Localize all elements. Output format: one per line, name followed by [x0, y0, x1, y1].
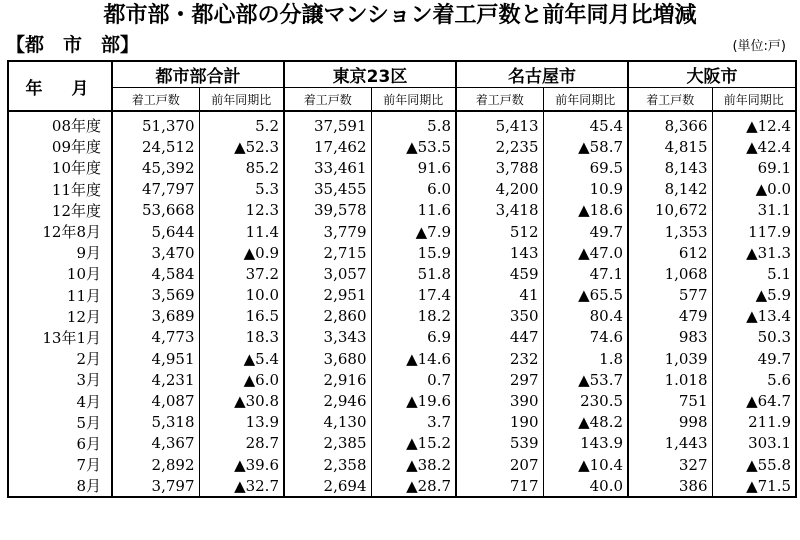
- period-cell: 09年度: [8, 136, 112, 157]
- units-started-cell: 3,470: [112, 242, 199, 263]
- units-started-cell: 24,512: [112, 136, 199, 157]
- yoy-change-header: 前年同期比: [199, 88, 284, 112]
- units-started-cell: 5,318: [112, 412, 199, 433]
- region-header: 大阪市: [628, 61, 796, 88]
- yoy-change-cell: ▲10.4: [543, 454, 628, 475]
- yoy-change-cell: 85.2: [199, 157, 284, 178]
- units-started-cell: 998: [628, 412, 712, 433]
- table-row: [8, 390, 796, 411]
- units-started-cell: 1,039: [628, 348, 712, 369]
- yoy-change-cell: ▲65.5: [543, 285, 628, 306]
- yoy-change-cell: 15.9: [371, 242, 456, 263]
- yoy-change-cell: 6.9: [371, 327, 456, 348]
- yoy-change-cell: 10.9: [543, 179, 628, 200]
- period-cell: 8月: [8, 475, 112, 497]
- units-started-cell: 1,443: [628, 433, 712, 454]
- units-started-cell: 4,087: [112, 390, 199, 411]
- yoy-change-cell: 80.4: [543, 306, 628, 327]
- units-started-cell: 2,694: [284, 475, 371, 497]
- yoy-change-cell: 5.2: [199, 111, 284, 136]
- units-started-cell: 3,689: [112, 306, 199, 327]
- units-started-cell: 327: [628, 454, 712, 475]
- yoy-change-cell: ▲48.2: [543, 412, 628, 433]
- units-started-cell: 717: [456, 475, 543, 497]
- yoy-change-cell: ▲13.4: [712, 306, 796, 327]
- yoy-change-cell: 69.5: [543, 157, 628, 178]
- period-cell: 11年度: [8, 179, 112, 200]
- units-started-cell: 37,591: [284, 111, 371, 136]
- yoy-change-header: 前年同期比: [543, 88, 628, 112]
- units-started-header: 着工戸数: [456, 88, 543, 112]
- period-cell: 08年度: [8, 111, 112, 136]
- units-started-cell: 35,455: [284, 179, 371, 200]
- yoy-change-cell: 11.4: [199, 221, 284, 242]
- units-started-header: 着工戸数: [628, 88, 712, 112]
- table-row: [8, 221, 796, 242]
- table-row: [8, 433, 796, 454]
- yoy-change-cell: 50.3: [712, 327, 796, 348]
- yoy-change-cell: 49.7: [712, 348, 796, 369]
- units-started-cell: 4,815: [628, 136, 712, 157]
- units-started-cell: 1,068: [628, 263, 712, 284]
- yoy-change-header: 前年同期比: [712, 88, 796, 112]
- period-cell: 11月: [8, 285, 112, 306]
- yoy-change-cell: ▲47.0: [543, 242, 628, 263]
- units-started-cell: 5,644: [112, 221, 199, 242]
- units-started-cell: 4,231: [112, 369, 199, 390]
- units-started-cell: 3,797: [112, 475, 199, 497]
- yoy-change-cell: ▲30.8: [199, 390, 284, 411]
- units-started-cell: 45,392: [112, 157, 199, 178]
- period-cell: 6月: [8, 433, 112, 454]
- yoy-change-cell: ▲58.7: [543, 136, 628, 157]
- period-cell: 3月: [8, 369, 112, 390]
- table-row: [8, 111, 796, 136]
- yoy-change-cell: 11.6: [371, 200, 456, 221]
- yoy-change-cell: ▲0.9: [199, 242, 284, 263]
- period-cell: 12年度: [8, 200, 112, 221]
- yoy-change-cell: 47.1: [543, 263, 628, 284]
- subheader-row: [8, 88, 796, 112]
- units-started-cell: 983: [628, 327, 712, 348]
- yoy-change-cell: 3.7: [371, 412, 456, 433]
- units-started-cell: 2,235: [456, 136, 543, 157]
- table-row: [8, 454, 796, 475]
- units-started-cell: 447: [456, 327, 543, 348]
- table-row: [8, 327, 796, 348]
- units-started-cell: 3,343: [284, 327, 371, 348]
- units-started-cell: 53,668: [112, 200, 199, 221]
- units-started-cell: 190: [456, 412, 543, 433]
- units-started-cell: 3,779: [284, 221, 371, 242]
- yoy-change-cell: 12.3: [199, 200, 284, 221]
- units-started-cell: 3,680: [284, 348, 371, 369]
- units-started-cell: 3,057: [284, 263, 371, 284]
- table-row: [8, 369, 796, 390]
- yoy-change-cell: ▲7.9: [371, 221, 456, 242]
- yoy-change-cell: 37.2: [199, 263, 284, 284]
- yoy-change-cell: ▲52.3: [199, 136, 284, 157]
- period-cell: 2月: [8, 348, 112, 369]
- yoy-change-cell: 51.8: [371, 263, 456, 284]
- yoy-change-cell: ▲5.4: [199, 348, 284, 369]
- period-cell: 13年1月: [8, 327, 112, 348]
- yoy-change-cell: 5.1: [712, 263, 796, 284]
- yoy-change-cell: 13.9: [199, 412, 284, 433]
- units-started-cell: 232: [456, 348, 543, 369]
- table-row: [8, 157, 796, 178]
- table-row: [8, 242, 796, 263]
- units-started-cell: 3,569: [112, 285, 199, 306]
- yoy-change-cell: 31.1: [712, 200, 796, 221]
- units-started-cell: 459: [456, 263, 543, 284]
- units-started-cell: 5,413: [456, 111, 543, 136]
- table-row: [8, 179, 796, 200]
- units-started-cell: 539: [456, 433, 543, 454]
- table-body: [8, 111, 796, 497]
- yoy-change-cell: 211.9: [712, 412, 796, 433]
- yoy-change-cell: 5.3: [199, 179, 284, 200]
- units-started-cell: 479: [628, 306, 712, 327]
- units-started-cell: 1.018: [628, 369, 712, 390]
- yoy-change-cell: 18.3: [199, 327, 284, 348]
- units-started-cell: 39,578: [284, 200, 371, 221]
- units-started-cell: 4,367: [112, 433, 199, 454]
- units-started-cell: 612: [628, 242, 712, 263]
- yoy-change-cell: ▲14.6: [371, 348, 456, 369]
- yoy-change-cell: 117.9: [712, 221, 796, 242]
- yoy-change-cell: 49.7: [543, 221, 628, 242]
- period-cell: 10月: [8, 263, 112, 284]
- period-cell: 9月: [8, 242, 112, 263]
- yoy-change-cell: ▲39.6: [199, 454, 284, 475]
- units-started-cell: 350: [456, 306, 543, 327]
- unit-label: (単位:戸): [732, 39, 786, 54]
- table-row: [8, 412, 796, 433]
- yoy-change-cell: ▲19.6: [371, 390, 456, 411]
- yoy-change-cell: 91.6: [371, 157, 456, 178]
- units-started-cell: 8,142: [628, 179, 712, 200]
- units-started-cell: 143: [456, 242, 543, 263]
- region-header: 都市部合計: [112, 61, 284, 88]
- yoy-change-cell: ▲32.7: [199, 475, 284, 497]
- units-started-cell: 10,672: [628, 200, 712, 221]
- units-started-cell: 8,366: [628, 111, 712, 136]
- units-started-cell: 2,385: [284, 433, 371, 454]
- yoy-change-cell: ▲53.7: [543, 369, 628, 390]
- units-started-cell: 41: [456, 285, 543, 306]
- table-row: [8, 263, 796, 284]
- yoy-change-cell: ▲55.8: [712, 454, 796, 475]
- yoy-change-cell: 69.1: [712, 157, 796, 178]
- yoy-change-cell: 5.6: [712, 369, 796, 390]
- table-row: [8, 285, 796, 306]
- units-started-cell: 2,946: [284, 390, 371, 411]
- row-header: 年 月: [8, 61, 112, 111]
- table-row: [8, 136, 796, 157]
- units-started-cell: 390: [456, 390, 543, 411]
- units-started-cell: 3,418: [456, 200, 543, 221]
- yoy-change-cell: ▲53.5: [371, 136, 456, 157]
- yoy-change-cell: ▲31.3: [712, 242, 796, 263]
- yoy-change-cell: ▲38.2: [371, 454, 456, 475]
- yoy-change-cell: 0.7: [371, 369, 456, 390]
- yoy-change-cell: ▲64.7: [712, 390, 796, 411]
- units-started-cell: 2,916: [284, 369, 371, 390]
- yoy-change-cell: ▲18.6: [543, 200, 628, 221]
- region-header: 名古屋市: [456, 61, 628, 88]
- units-started-cell: 2,715: [284, 242, 371, 263]
- yoy-change-cell: 74.6: [543, 327, 628, 348]
- yoy-change-cell: ▲0.0: [712, 179, 796, 200]
- units-started-cell: 2,358: [284, 454, 371, 475]
- units-started-cell: 4,584: [112, 263, 199, 284]
- units-started-header: 着工戸数: [284, 88, 371, 112]
- yoy-change-cell: 17.4: [371, 285, 456, 306]
- yoy-change-cell: 6.0: [371, 179, 456, 200]
- region-header: 東京23区: [284, 61, 456, 88]
- units-started-cell: 47,797: [112, 179, 199, 200]
- units-started-cell: 207: [456, 454, 543, 475]
- yoy-change-cell: 5.8: [371, 111, 456, 136]
- yoy-change-cell: 18.2: [371, 306, 456, 327]
- units-started-cell: 512: [456, 221, 543, 242]
- units-started-cell: 751: [628, 390, 712, 411]
- yoy-change-cell: 230.5: [543, 390, 628, 411]
- yoy-change-cell: ▲71.5: [712, 475, 796, 497]
- yoy-change-header: 前年同期比: [371, 88, 456, 112]
- page-title: 都市部・都心部の分譲マンション着工戸数と前年同月比増減: [103, 3, 697, 28]
- units-started-cell: 577: [628, 285, 712, 306]
- units-started-cell: 51,370: [112, 111, 199, 136]
- period-cell: 10年度: [8, 157, 112, 178]
- units-started-cell: 17,462: [284, 136, 371, 157]
- yoy-change-cell: 45.4: [543, 111, 628, 136]
- yoy-change-cell: 143.9: [543, 433, 628, 454]
- units-started-cell: 4,200: [456, 179, 543, 200]
- table-row: [8, 348, 796, 369]
- units-started-cell: 4,130: [284, 412, 371, 433]
- units-started-cell: 2,892: [112, 454, 199, 475]
- period-cell: 12年8月: [8, 221, 112, 242]
- yoy-change-cell: ▲5.9: [712, 285, 796, 306]
- units-started-cell: 386: [628, 475, 712, 497]
- units-started-cell: 8,143: [628, 157, 712, 178]
- units-started-cell: 3,788: [456, 157, 543, 178]
- section-label: 【都 市 部】: [6, 34, 140, 56]
- yoy-change-cell: ▲42.4: [712, 136, 796, 157]
- units-started-cell: 1,353: [628, 221, 712, 242]
- table-row: [8, 200, 796, 221]
- yoy-change-cell: 303.1: [712, 433, 796, 454]
- yoy-change-cell: 28.7: [199, 433, 284, 454]
- yoy-change-cell: ▲15.2: [371, 433, 456, 454]
- yoy-change-cell: ▲28.7: [371, 475, 456, 497]
- units-started-cell: 297: [456, 369, 543, 390]
- period-cell: 5月: [8, 412, 112, 433]
- units-started-cell: 4,951: [112, 348, 199, 369]
- units-started-cell: 2,951: [284, 285, 371, 306]
- units-started-cell: 33,461: [284, 157, 371, 178]
- table-row: [8, 475, 796, 497]
- units-started-cell: 2,860: [284, 306, 371, 327]
- yoy-change-cell: 10.0: [199, 285, 284, 306]
- table-row: [8, 306, 796, 327]
- yoy-change-cell: 16.5: [199, 306, 284, 327]
- period-cell: 4月: [8, 390, 112, 411]
- period-cell: 7月: [8, 454, 112, 475]
- units-started-cell: 4,773: [112, 327, 199, 348]
- period-cell: 12月: [8, 306, 112, 327]
- data-table: [7, 60, 797, 498]
- units-started-header: 着工戸数: [112, 88, 199, 112]
- yoy-change-cell: 1.8: [543, 348, 628, 369]
- yoy-change-cell: 40.0: [543, 475, 628, 497]
- yoy-change-cell: ▲6.0: [199, 369, 284, 390]
- yoy-change-cell: ▲12.4: [712, 111, 796, 136]
